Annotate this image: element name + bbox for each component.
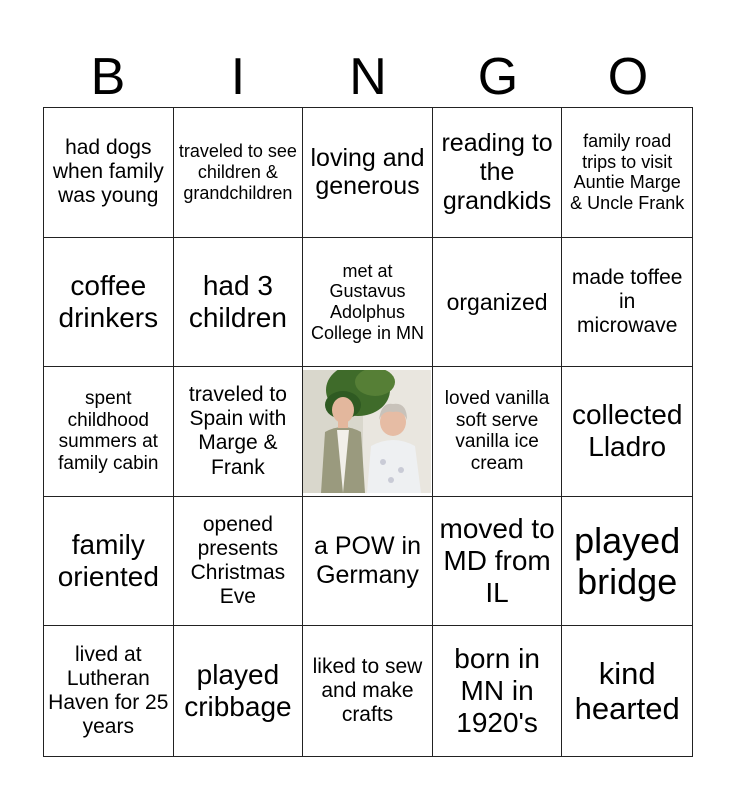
bingo-cell[interactable] (44, 238, 174, 368)
bingo-grid (43, 107, 693, 757)
bingo-cell[interactable] (562, 238, 692, 368)
bingo-cell[interactable] (433, 238, 563, 368)
cell-text: coffee drinkers (58, 269, 159, 333)
bingo-cell[interactable] (303, 626, 433, 756)
header-letter-i: I (230, 48, 246, 106)
cell-text: played cribbage (184, 659, 292, 723)
bingo-cell[interactable] (433, 497, 563, 627)
bingo-cell[interactable] (303, 238, 433, 368)
cell-text: reading to the grandkids (441, 129, 553, 215)
cell-text: kind hearted (574, 655, 680, 727)
cell-text: collected Lladro (571, 399, 683, 463)
header-letter-n: N (349, 48, 387, 106)
bingo-cell[interactable] (44, 497, 174, 627)
bingo-cell[interactable] (174, 367, 304, 497)
bingo-cell[interactable] (303, 108, 433, 238)
cell-text: made toffee in microwave (571, 265, 683, 337)
cell-text: loving and generous (310, 143, 425, 201)
bingo-cell[interactable] (44, 108, 174, 238)
free-space-cell[interactable] (303, 367, 433, 497)
bingo-cell[interactable] (562, 626, 692, 756)
bingo-cell[interactable] (562, 367, 692, 497)
bingo-header (43, 48, 693, 106)
bingo-cell[interactable] (174, 108, 304, 238)
header-letter-g: G (477, 48, 519, 106)
cell-text: family oriented (57, 528, 159, 593)
cell-text: met at Gustavus Adolphus College in MN (310, 260, 425, 343)
header-letter-o: O (607, 48, 649, 106)
bingo-cell[interactable] (433, 108, 563, 238)
cell-text: traveled to Spain with Marge & Frank (188, 383, 287, 479)
cell-text: had dogs when family was young (52, 136, 164, 208)
cell-text: played bridge (574, 519, 681, 603)
bingo-cell[interactable] (44, 626, 174, 756)
couple-photo (303, 370, 431, 493)
bingo-cell[interactable] (44, 367, 174, 497)
bingo-cell[interactable] (433, 367, 563, 497)
bingo-cell[interactable] (174, 238, 304, 368)
cell-text: had 3 children (188, 269, 287, 333)
cell-text: organized (446, 288, 548, 315)
bingo-cell[interactable] (562, 497, 692, 627)
cell-text: a POW in Germany (314, 532, 421, 590)
couple-photo-image (303, 370, 431, 493)
bingo-cell[interactable] (433, 626, 563, 756)
bingo-cell[interactable] (562, 108, 692, 238)
cell-text: born in MN in 1920's (454, 642, 540, 739)
bingo-cell[interactable] (303, 497, 433, 627)
bingo-cell[interactable] (174, 497, 304, 627)
cell-text: spent childhood summers at family cabin (58, 387, 159, 475)
bingo-cell[interactable] (174, 626, 304, 756)
cell-text: liked to sew and make crafts (312, 654, 423, 727)
cell-text: traveled to see children & grandchildren (178, 141, 297, 203)
cell-text: lived at Lutheran Haven for 25 years (48, 642, 169, 739)
cell-text: moved to MD from IL (439, 512, 555, 609)
cell-text: opened presents Christmas Eve (190, 512, 286, 609)
header-letter-b: B (90, 48, 126, 106)
cell-text: family road trips to visit Auntie Marge & Uncle Frank (570, 130, 685, 213)
cell-text: loved vanilla soft serve vanilla ice cream (444, 387, 550, 475)
